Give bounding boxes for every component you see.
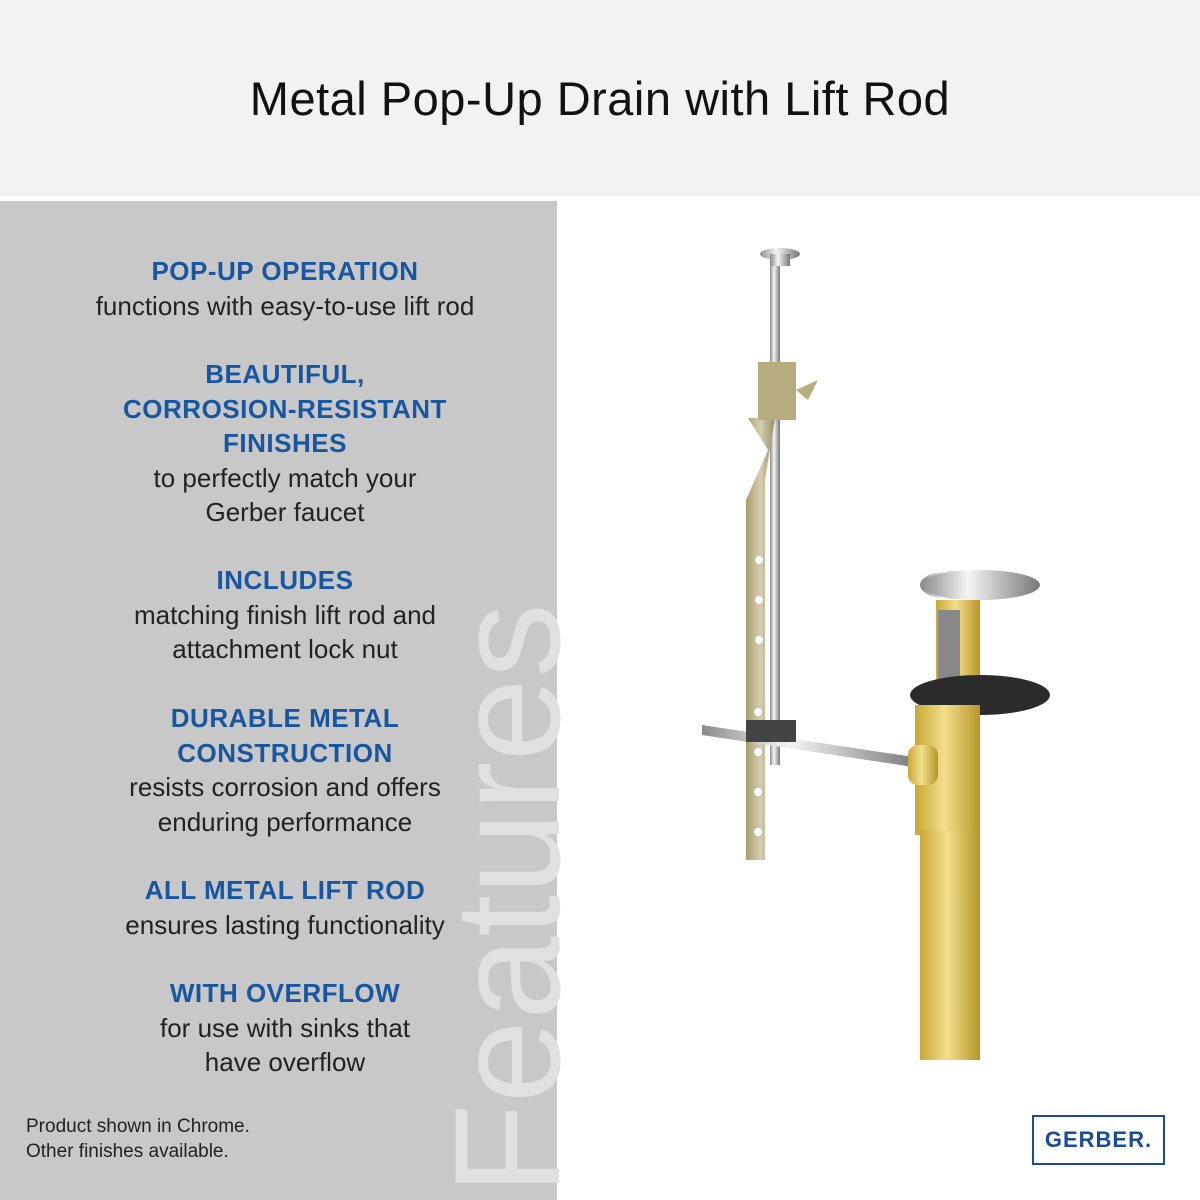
page-title: Metal Pop-Up Drain with Lift Rod bbox=[249, 71, 951, 125]
feature-body: functions with easy-to-use lift rod bbox=[95, 290, 475, 321]
product-image bbox=[680, 240, 980, 1070]
feature-lift-rod bbox=[0, 873, 570, 942]
features-watermark: Features bbox=[423, 603, 591, 1195]
feature-durable bbox=[0, 701, 570, 839]
feature-heading: DURABLE METAL CONSTRUCTION bbox=[170, 703, 400, 768]
gerber-logo: GERBER. bbox=[1032, 1115, 1165, 1165]
feature-overflow bbox=[0, 976, 570, 1080]
feature-includes bbox=[0, 563, 570, 667]
feature-body: ensures lasting functionality bbox=[125, 909, 445, 940]
finish-note: Product shown in Chrome. Other finishes available. bbox=[26, 1116, 250, 1162]
feature-body: to perfectly match your Gerber faucet bbox=[153, 462, 417, 527]
feature-heading: BEAUTIFUL, CORROSION-RESISTANT FINISHES bbox=[123, 359, 447, 458]
feature-heading: ALL METAL LIFT ROD bbox=[144, 875, 426, 905]
lift-rod bbox=[760, 248, 800, 765]
clevis-strap bbox=[746, 362, 818, 860]
drain-body bbox=[908, 570, 1050, 1060]
header-banner bbox=[0, 0, 1200, 196]
feature-body: resists corrosion and offers enduring performance bbox=[129, 772, 441, 837]
feature-body: matching finish lift rod and attachment lock nut bbox=[133, 599, 437, 664]
feature-pop-up bbox=[0, 254, 570, 323]
feature-heading: WITH OVERFLOW bbox=[169, 978, 401, 1008]
feature-finishes bbox=[0, 357, 570, 530]
feature-heading: INCLUDES bbox=[216, 565, 354, 595]
feature-body: for use with sinks that have overflow bbox=[160, 1012, 410, 1077]
feature-heading: POP-UP OPERATION bbox=[151, 256, 419, 286]
pivot-rod bbox=[702, 720, 920, 768]
